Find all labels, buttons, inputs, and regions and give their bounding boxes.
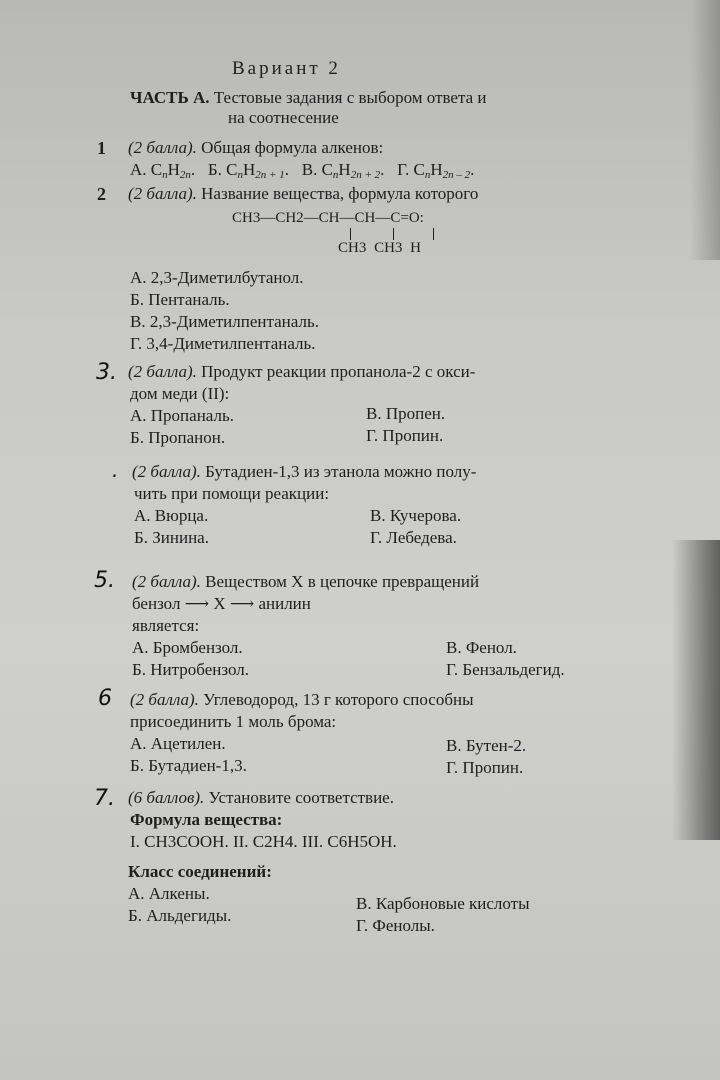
q2-text: Название вещества, формула которого bbox=[201, 184, 479, 203]
q6-option-d: Г. Пропин. bbox=[446, 758, 524, 777]
part-header bbox=[130, 88, 487, 108]
q3-option-a: А. Пропаналь. bbox=[130, 406, 234, 425]
q2-option-b: Б. Пентаналь. bbox=[130, 290, 230, 309]
q3-points: (2 балла). bbox=[128, 362, 197, 381]
q1-option-b: Б. $C_nH_{2n + 1}$. bbox=[207, 160, 289, 181]
q7-formula-line: I. CH3COOH. II. C2H4. III. C6H5OH. bbox=[130, 832, 397, 851]
shadow-top-right bbox=[690, 0, 720, 260]
q5-text-2: бензол ⟶ X ⟶ анилин bbox=[132, 594, 311, 613]
q7-stem bbox=[128, 788, 394, 808]
part-text-2: на соотнесение bbox=[228, 108, 339, 127]
q6-points: (2 балла). bbox=[130, 690, 199, 709]
q3-text-1: Продукт реакции пропанола-2 с окси- bbox=[201, 362, 476, 381]
q2-formula-sub: CH3 CH3 H bbox=[338, 240, 422, 256]
q4-number-handwritten: . bbox=[112, 458, 119, 482]
q3-option-b: Б. Пропанон. bbox=[130, 428, 226, 447]
q7-formula-heading: Формула вещества: bbox=[130, 810, 283, 829]
q6-option-a: А. Ацетилен. bbox=[130, 734, 226, 753]
q2-option-d: Г. 3,4-Диметилпентаналь. bbox=[130, 334, 316, 353]
q3-number-handwritten: 3. bbox=[96, 360, 117, 385]
q2-option-c: В. 2,3-Диметилпентаналь. bbox=[130, 312, 319, 331]
q2-bond-2 bbox=[393, 228, 394, 240]
q5-text-1: Веществом X в цепочке превращений bbox=[205, 572, 480, 591]
q4-text-2: чить при помощи реакции: bbox=[134, 484, 330, 503]
q5-stem-1 bbox=[132, 572, 479, 592]
q1-text: Общая формула алкенов: bbox=[201, 138, 384, 157]
q6-text-1: Углеводород, 13 г которого способны bbox=[203, 690, 474, 709]
q1-options bbox=[130, 160, 474, 181]
q4-points: (2 балла). bbox=[132, 462, 201, 481]
q5-option-d: Г. Бензальдегид. bbox=[446, 660, 565, 679]
q3-text-2: дом меди (II): bbox=[130, 384, 230, 403]
q2-bond-3 bbox=[433, 228, 434, 240]
q7-option-c: В. Карбоновые кислоты bbox=[356, 894, 530, 913]
q6-text-2: присоединить 1 моль брома: bbox=[130, 712, 337, 731]
q1-option-a: А. $C_nH_{2n}$. bbox=[130, 160, 196, 181]
q1-stem bbox=[128, 138, 383, 158]
q7-option-b: Б. Альдегиды. bbox=[128, 906, 232, 925]
q6-stem-1 bbox=[130, 690, 474, 710]
q5-option-c: В. Фенол. bbox=[446, 638, 517, 657]
q7-class-heading: Класс соединений: bbox=[128, 862, 272, 881]
q3-stem-1 bbox=[128, 362, 475, 382]
q2-stem bbox=[128, 184, 478, 204]
variant-title: Вариант 2 bbox=[232, 58, 341, 79]
q4-option-d: Г. Лебедева. bbox=[370, 528, 457, 547]
q2-bond-1 bbox=[350, 228, 351, 240]
q6-option-c: В. Бутен-2. bbox=[446, 736, 527, 755]
q7-option-a: А. Алкены. bbox=[128, 884, 210, 903]
q3-option-d: Г. Пропин. bbox=[366, 426, 444, 445]
q6-number-handwritten: 6 bbox=[98, 686, 112, 711]
q2-points: (2 балла). bbox=[128, 184, 197, 203]
part-text-1: Тестовые задания с выбором ответа и bbox=[213, 88, 487, 107]
q7-option-d: Г. Фенолы. bbox=[356, 916, 435, 935]
q1-number: 1 bbox=[97, 138, 106, 158]
q4-option-a: А. Вюрца. bbox=[134, 506, 209, 525]
q5-option-a: А. Бромбензол. bbox=[132, 638, 243, 657]
q2-option-a: А. 2,3-Диметилбутанол. bbox=[130, 268, 304, 287]
q7-text: Установите соответствие. bbox=[208, 788, 394, 807]
q1-points: (2 балла). bbox=[128, 138, 197, 157]
q1-option-c: В. $C_nH_{2n + 2}$. bbox=[301, 160, 385, 181]
part-label: ЧАСТЬ А. bbox=[130, 88, 210, 107]
q4-option-c: В. Кучерова. bbox=[370, 506, 462, 525]
q5-points: (2 балла). bbox=[132, 572, 201, 591]
q4-stem-1 bbox=[132, 462, 476, 482]
q4-option-b: Б. Зинина. bbox=[134, 528, 209, 547]
q7-number-handwritten: 7. bbox=[94, 786, 115, 811]
q5-number-handwritten: 5. bbox=[94, 568, 115, 593]
q2-number: 2 bbox=[97, 184, 106, 204]
q6-option-b: Б. Бутадиен-1,3. bbox=[130, 756, 247, 775]
q4-text-1: Бутадиен-1,3 из этанола можно полу- bbox=[205, 462, 477, 481]
shadow-right bbox=[672, 540, 720, 840]
q3-option-c: В. Пропен. bbox=[366, 404, 446, 423]
q5-text-3: является: bbox=[132, 616, 200, 635]
q2-formula-main: CH3—CH2—CH—CH—C=O: bbox=[232, 210, 424, 226]
q5-option-b: Б. Нитробензол. bbox=[132, 660, 249, 679]
q7-points: (6 баллов). bbox=[128, 788, 205, 807]
q1-option-d: Г. $C_nH_{2n - 2}$. bbox=[397, 160, 475, 181]
